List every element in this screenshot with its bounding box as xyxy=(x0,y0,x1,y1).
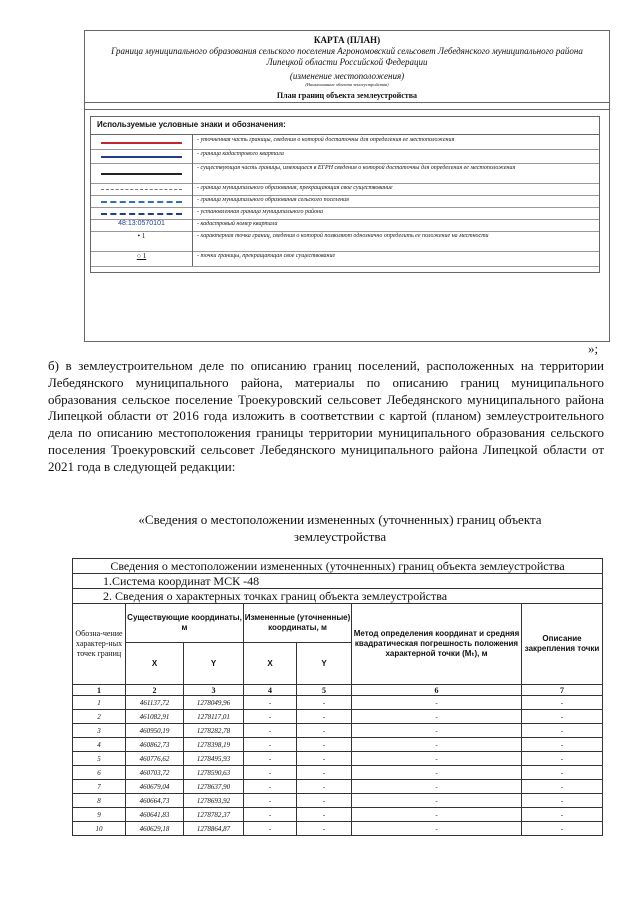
table-cell: 460679,04 xyxy=(126,780,184,794)
table-cell: 1278864,87 xyxy=(184,822,244,836)
table-cell: 460776,62 xyxy=(126,752,184,766)
table-cell: - xyxy=(522,780,603,794)
legend xyxy=(90,116,600,273)
table-section-2: 2. Сведения о характерных точках границ объекта землеустройства xyxy=(73,589,603,604)
legend-description: - граница кадастрового квартала xyxy=(197,151,284,157)
legend-cadastral-number: 48:13:0570101 xyxy=(118,220,165,227)
table-row xyxy=(73,752,603,766)
legend-description: - существующая часть границы, имеющиеся в ЕГРН сведения о которой достаточны для определения ее местоположения xyxy=(197,165,516,171)
table-row xyxy=(73,710,603,724)
table-cell: - xyxy=(352,752,522,766)
legend-description: - уточненная часть границы, сведения о которой достаточны для определения ее местоположения xyxy=(197,137,455,143)
header-y2: Y xyxy=(297,643,352,685)
legend-rows xyxy=(91,134,599,260)
legend-item xyxy=(91,135,599,150)
legend-description: - установленная граница муниципального района xyxy=(197,209,323,215)
table-cell: - xyxy=(244,794,297,808)
table-cell: - xyxy=(352,766,522,780)
table-cell: 8 xyxy=(73,794,126,808)
table-cell: - xyxy=(522,738,603,752)
table-cell: - xyxy=(352,822,522,836)
table-row xyxy=(73,780,603,794)
legend-line-swatch xyxy=(101,201,182,203)
column-number: 6 xyxy=(352,685,522,696)
table-cell: - xyxy=(244,766,297,780)
legend-description: - кадастровый номер квартала xyxy=(197,221,278,227)
table-cell: 5 xyxy=(73,752,126,766)
table-cell: - xyxy=(244,808,297,822)
table-cell: - xyxy=(522,696,603,710)
column-number: 4 xyxy=(244,685,297,696)
column-number: 1 xyxy=(73,685,126,696)
table-cell: 1278590,63 xyxy=(184,766,244,780)
legend-symbol xyxy=(91,231,193,251)
table-cell: 1278693,92 xyxy=(184,794,244,808)
legend-line-swatch xyxy=(101,173,182,175)
table-cell: 460703,72 xyxy=(126,766,184,780)
table-row xyxy=(73,724,603,738)
table-cell: - xyxy=(352,738,522,752)
table-cell: - xyxy=(522,794,603,808)
table-cell: - xyxy=(297,808,352,822)
coordinates-table xyxy=(72,558,603,836)
table-cell: 1278282,78 xyxy=(184,724,244,738)
table-cell: - xyxy=(297,752,352,766)
table-cell: - xyxy=(352,724,522,738)
quote-end: »; xyxy=(588,341,599,356)
legend-description: - граница муниципального образования, прекращающая свое существование xyxy=(197,185,393,191)
table-section-1: 1.Система координат МСК -48 xyxy=(73,574,603,589)
table-cell: 461137,72 xyxy=(126,696,184,710)
legend-symbol xyxy=(91,219,193,231)
legend-point-symbol: • 1 xyxy=(137,232,146,240)
map-title: КАРТА (ПЛАН) xyxy=(313,35,381,45)
legend-line-swatch xyxy=(101,142,182,144)
table-cell: - xyxy=(352,780,522,794)
table-cell: - xyxy=(297,724,352,738)
table-caption: Сведения о местоположении измененных (уточненных) границ объекта землеустройства xyxy=(73,559,603,574)
table-row xyxy=(73,766,603,780)
table-row xyxy=(73,822,603,836)
legend-item xyxy=(91,149,599,164)
legend-line-swatch xyxy=(101,189,182,190)
table-cell: 1278117,01 xyxy=(184,710,244,724)
legend-item xyxy=(91,163,599,184)
column-number: 3 xyxy=(184,685,244,696)
table-cell: 1278782,37 xyxy=(184,808,244,822)
table-cell: 3 xyxy=(73,724,126,738)
table-cell: - xyxy=(297,766,352,780)
table-cell: - xyxy=(244,738,297,752)
column-number: 7 xyxy=(522,685,603,696)
legend-description: - граница муниципального образования сельского поселения xyxy=(197,197,349,203)
legend-symbol xyxy=(91,183,193,195)
table-cell: 6 xyxy=(73,766,126,780)
legend-symbol xyxy=(91,149,193,163)
table-row xyxy=(73,738,603,752)
table-cell: 460950,19 xyxy=(126,724,184,738)
legend-symbol xyxy=(91,207,193,219)
legend-item xyxy=(91,251,599,267)
table-cell: 1278637,90 xyxy=(184,780,244,794)
table-cell: 460641,83 xyxy=(126,808,184,822)
table-cell: - xyxy=(522,752,603,766)
header-description: Описание закрепления точки xyxy=(522,604,603,685)
table-cell: 9 xyxy=(73,808,126,822)
column-number: 2 xyxy=(126,685,184,696)
table-cell: - xyxy=(522,766,603,780)
table-cell: - xyxy=(244,724,297,738)
table-cell: 460862,73 xyxy=(126,738,184,752)
legend-title: Используемые условные знаки и обозначения: xyxy=(97,120,286,129)
header-method: Метод определения координат и средняя квадратическая погрешность положения характерной точки (Mₜ), м xyxy=(352,604,522,685)
header-y: Y xyxy=(184,643,244,685)
table-cell: - xyxy=(352,808,522,822)
legend-symbol xyxy=(91,251,193,266)
table-cell: - xyxy=(244,710,297,724)
table-row xyxy=(73,808,603,822)
table-cell: - xyxy=(297,822,352,836)
legend-description: - точки границы, прекращающая свое существование xyxy=(197,253,336,259)
header-existing: Существующие координаты, м xyxy=(126,604,244,643)
section-heading: «Сведения о местоположении измененных (уточненных) границ объекта землеустройства xyxy=(138,512,542,544)
table-cell: 10 xyxy=(73,822,126,836)
header-x: X xyxy=(126,643,184,685)
table-cell: - xyxy=(352,696,522,710)
map-subtitle: Граница муниципального образования сельского поселения Агрономовский сельсовет Лебедянского муниципального района Липецкой области Российской Федерации xyxy=(111,46,583,67)
table-cell: - xyxy=(297,696,352,710)
plan-title: План границ объекта землеустройства xyxy=(276,91,418,100)
table-cell: - xyxy=(352,794,522,808)
table-cell: 1278495,93 xyxy=(184,752,244,766)
table-row xyxy=(73,696,603,710)
table-cell: - xyxy=(297,780,352,794)
table-cell: 460664,73 xyxy=(126,794,184,808)
column-number: 5 xyxy=(297,685,352,696)
legend-symbol xyxy=(91,163,193,183)
legend-description: - характерная точка границ, сведения о которой позволяют однозначно определить ее положение на местности xyxy=(197,233,489,239)
table-cell: 460629,18 xyxy=(126,822,184,836)
table-cell: 4 xyxy=(73,738,126,752)
legend-line-swatch xyxy=(101,156,182,158)
table-cell: 1 xyxy=(73,696,126,710)
table-cell: - xyxy=(244,752,297,766)
legend-line-swatch xyxy=(101,213,182,215)
table-cell: 2 xyxy=(73,710,126,724)
table-cell: - xyxy=(244,696,297,710)
table-cell: - xyxy=(244,780,297,794)
table-cell: 1278398,19 xyxy=(184,738,244,752)
table-cell: - xyxy=(297,738,352,752)
table-cell: - xyxy=(352,710,522,724)
legend-item xyxy=(91,231,599,252)
map-caption: (Наименование объекта землеустройства) xyxy=(305,82,389,87)
header-x2: X xyxy=(244,643,297,685)
table-row xyxy=(73,794,603,808)
column-numbers-row xyxy=(73,685,603,696)
table-cell: - xyxy=(522,724,603,738)
paragraph: б) в землеустроительном деле по описанию границ поселений, расположенных на территории Лебедянского муниципального района, материалы по описанию границ муниципального образования сельское поселение Троекуровский сельсовет Лебедянского муниципального района Липецкой области от 2016 года изложить в соответствии с картой (планом) землеустроительного дела по описанию местоположения границы территории муниципального образования сельского поселения Троекуровский сельсовет Лебедянского муниципального района Липецкой области от 2021 года в следующей редакции: xyxy=(48,358,604,474)
table-body xyxy=(73,696,603,836)
table-cell: - xyxy=(297,794,352,808)
header-point: Обозна-чение характер-ных точек границ xyxy=(73,604,126,685)
table-cell: 7 xyxy=(73,780,126,794)
table-cell: - xyxy=(244,822,297,836)
table-cell: 461082,91 xyxy=(126,710,184,724)
table-cell: 1278049,96 xyxy=(184,696,244,710)
table-cell: - xyxy=(522,822,603,836)
table-cell: - xyxy=(297,710,352,724)
table-cell: - xyxy=(522,710,603,724)
header-changed: Измененные (уточненные) координаты, м xyxy=(244,604,352,643)
table-cell: - xyxy=(522,808,603,822)
legend-point-symbol: ○ 1 xyxy=(136,252,147,260)
legend-symbol xyxy=(91,195,193,207)
map-change-note: (изменение местоположения) xyxy=(289,71,405,81)
legend-symbol xyxy=(91,135,193,149)
